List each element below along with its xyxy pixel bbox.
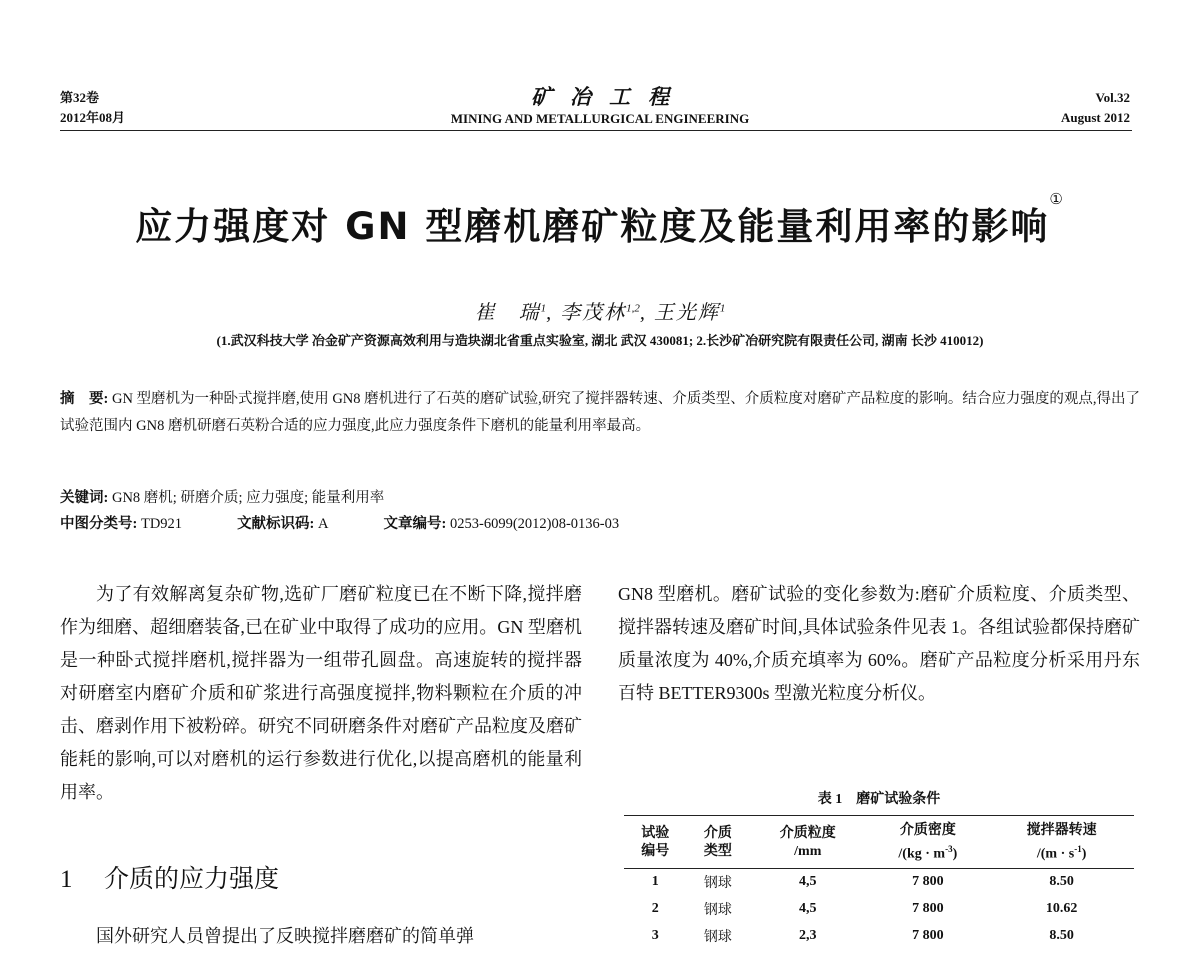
table-cell: 1 <box>651 874 659 890</box>
table-cell: 钢球 <box>703 903 732 919</box>
clc-value: TD921 <box>137 516 183 532</box>
table-cell: 2,3 <box>799 928 817 944</box>
clc-label: 中图分类号: <box>60 516 138 532</box>
doc-code-value: A <box>314 516 329 532</box>
table-row <box>624 868 1134 896</box>
abstract-text: GN 型磨机为一种卧式搅拌磨,使用 GN8 磨机进行了石英的磨矿试验,研究了搅拌器转速、介质类型、介质粒度对磨矿产品粒度的影响。结合应力强度的观点,得出了试验范围内 GN8 磨机研磨石英粉合适的应力强度,此应力强度条件下磨机的能量利用率最高。 <box>60 391 1140 434</box>
table-number: 表 1 <box>817 792 843 807</box>
table-header-cell: 介质 类型 <box>687 816 750 869</box>
author-separator: , <box>639 302 654 324</box>
table-cell: 7 800 <box>912 928 944 944</box>
table-cell: 7 800 <box>912 901 944 917</box>
keywords-label: 关键词: <box>60 490 109 506</box>
table-cell: 8.50 <box>1049 928 1074 944</box>
title-text: 应力强度对 GN 型磨机磨矿粒度及能量利用率的影响 <box>135 205 1050 248</box>
abstract-label: 摘 要: <box>60 391 109 407</box>
keywords-text: GN8 磨机; 研磨介质; 应力强度; 能量利用率 <box>108 490 385 506</box>
author-name: 王光辉 <box>653 302 720 324</box>
article-no-label: 文章编号: <box>383 516 447 532</box>
header-divider <box>60 130 1132 131</box>
author-affil-mark: 1 <box>540 302 547 315</box>
journal-name-en: MINING AND METALLURGICAL ENGINEERING <box>450 111 750 126</box>
section-paragraph: 国外研究人员曾提出了反映搅拌磨磨矿的简单弹 <box>96 926 474 946</box>
table-title: 磨矿试验条件 <box>856 792 941 807</box>
right-column <box>618 578 1140 710</box>
article-title <box>0 190 1200 250</box>
header-right <box>1061 88 1130 128</box>
keywords <box>60 485 384 511</box>
table-cell: 10.62 <box>1045 901 1078 917</box>
article-no-value: 0253-6099(2012)08-0136-03 <box>446 516 620 532</box>
author-name: 李茂林 <box>560 302 627 324</box>
table-header-cell: 介质粒度 /mm <box>749 816 866 869</box>
table-cell: 8.50 <box>1049 874 1074 890</box>
table-header-cell: 介质密度 $/(kg \cdot m^{-3})$ <box>866 816 989 869</box>
author-affil-mark: 1 <box>719 302 726 315</box>
affiliations: (1.武汉科技大学 冶金矿产资源高效利用与造块湖北省重点实验室, 湖北 武汉 430081; 2.长沙矿冶研究院有限责任公司, 湖南 长沙 410012) <box>216 333 984 348</box>
section-heading <box>60 862 279 898</box>
doc-code-label: 文献标识码: <box>237 516 315 532</box>
table-header-cell: 搅拌器转速 $/(m \cdot s^{-1})$ <box>989 816 1134 869</box>
left-column <box>60 578 582 809</box>
volume-label: 第32卷 <box>60 90 100 105</box>
table-cell: 2 <box>651 901 659 917</box>
author-affil-mark: 1,2 <box>626 302 640 315</box>
journal-header <box>0 84 1200 128</box>
journal-name-cn: 矿冶工程 <box>531 85 687 109</box>
table-header-cell: 试验 编号 <box>624 816 687 869</box>
table-cell: 3 <box>651 928 659 944</box>
table-caption <box>618 788 1140 808</box>
classification-line <box>60 511 1140 537</box>
abstract <box>60 386 1140 440</box>
table-header-row <box>624 816 1134 869</box>
author-separator: , <box>546 302 561 324</box>
section-number: 1 <box>60 866 73 893</box>
section-title: 介质的应力强度 <box>104 866 280 893</box>
table-cell: 4,5 <box>799 901 817 917</box>
title-footnote-mark: ① <box>1049 190 1065 208</box>
method-paragraph: GN8 型磨机。磨矿试验的变化参数为:磨矿介质粒度、介质类型、搅拌器转速及磨矿时间,具体试验条件见表 1。各组试验都保持磨矿质量浓度为 40%,介质充填率为 60%。磨矿产品粒度分析采用丹东百特 BETTER9300s 型激光粒度分析仪。 <box>618 584 1140 703</box>
table-cell: 7 800 <box>912 874 944 890</box>
test-conditions-table <box>624 815 1134 950</box>
intro-paragraph: 为了有效解离复杂矿物,选矿厂磨矿粒度已在不断下降,搅拌磨作为细磨、超细磨装备,已在矿业中取得了成功的应用。GN 型磨机是一种卧式搅拌磨机,搅拌器为一组带孔圆盘。高速旋转的搅拌器对研磨室内磨矿介质和矿浆进行高强度搅拌,物料颗粒在介质的冲击、磨剥作用下被粉碎。研究不同研磨条件对磨矿产品粒度及磨矿能耗的影响,可以对磨机的运行参数进行优化,以提高磨机的能量利用率。 <box>60 584 582 802</box>
table-row <box>624 923 1134 950</box>
issue-date-cn: 2012年08月 <box>60 110 126 125</box>
table-row <box>624 896 1134 923</box>
table-cell: 钢球 <box>703 930 732 946</box>
author-list <box>0 296 1200 325</box>
table-cell: 4,5 <box>799 874 817 890</box>
issue-date-en: August 2012 <box>1061 110 1130 125</box>
table-cell: 钢球 <box>703 876 732 892</box>
volume-en: Vol.32 <box>1095 90 1130 105</box>
author-name: 崔 瑞 <box>474 302 541 324</box>
